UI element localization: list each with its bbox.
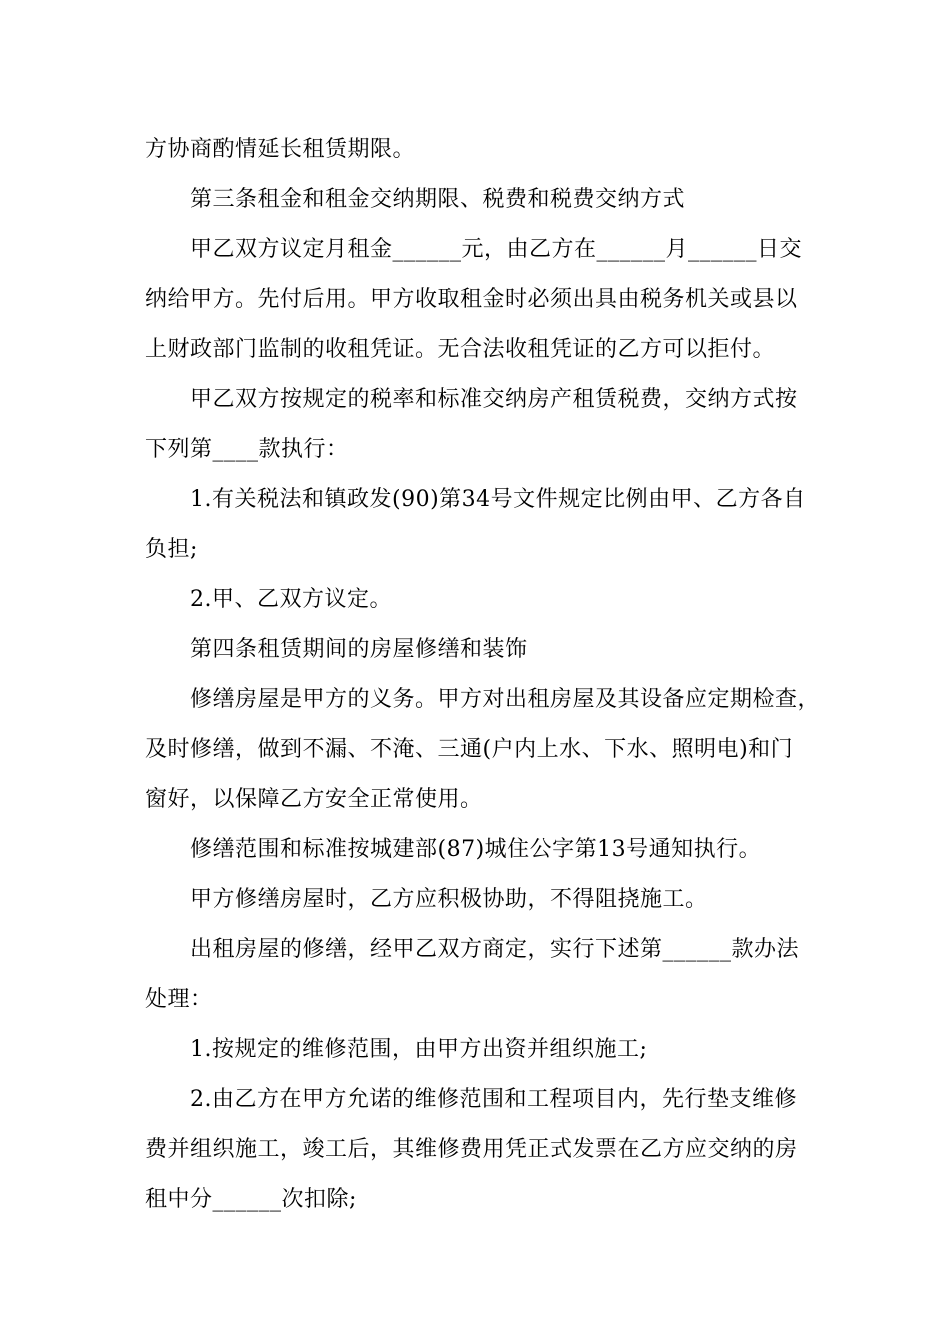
text-line: 负担; <box>145 537 198 562</box>
text-line: 费并组织施工，竣工后，其维修费用凭正式发票在乙方应交纳的房 <box>145 1137 798 1162</box>
text-line: 处理： <box>145 987 213 1012</box>
list-item: 1.有关税法和镇政发(90)第34号文件规定比例由甲、乙方各自 <box>190 487 806 512</box>
text-line: 甲方修缮房屋时，乙方应积极协助，不得阻挠施工。 <box>190 887 708 912</box>
text-line: 出租房屋的修缮，经甲乙双方商定，实行下述第______款办法 <box>190 937 800 962</box>
text-line: 上财政部门监制的收租凭证。无合法收租凭证的乙方可以拒付。 <box>145 337 776 362</box>
text-line: 甲乙双方议定月租金______元，由乙方在______月______日交 <box>190 237 803 262</box>
text-line: 窗好，以保障乙方安全正常使用。 <box>145 787 483 812</box>
text-line: 及时修缮，做到不漏、不淹、三通(户内上水、下水、照明电)和门 <box>145 737 794 762</box>
list-item: 2.甲、乙双方议定。 <box>190 587 392 612</box>
section-heading: 第四条租赁期间的房屋修缮和装饰 <box>190 637 528 662</box>
section-heading: 第三条租金和租金交纳期限、税费和税费交纳方式 <box>190 187 686 212</box>
list-item: 2.由乙方在甲方允诺的维修范围和工程项目内，先行垫支维修 <box>190 1087 797 1112</box>
list-item: 1.按规定的维修范围，由甲方出资并组织施工; <box>190 1037 648 1062</box>
text-line: 修缮房屋是甲方的义务。甲方对出租房屋及其设备应定期检查， <box>190 687 821 712</box>
text-line: 纳给甲方。先付后用。甲方收取租金时必须出具由税务机关或县以 <box>145 287 798 312</box>
text-line: 租中分______次扣除; <box>145 1187 357 1212</box>
text-line: 甲乙双方按规定的税率和标准交纳房产租赁税费，交纳方式按 <box>190 387 798 412</box>
text-line: 修缮范围和标准按城建部(87)城住公字第13号通知执行。 <box>190 837 762 862</box>
text-line: 下列第____款执行： <box>145 437 349 462</box>
text-line: 方协商酌情延长租赁期限。 <box>145 137 416 162</box>
